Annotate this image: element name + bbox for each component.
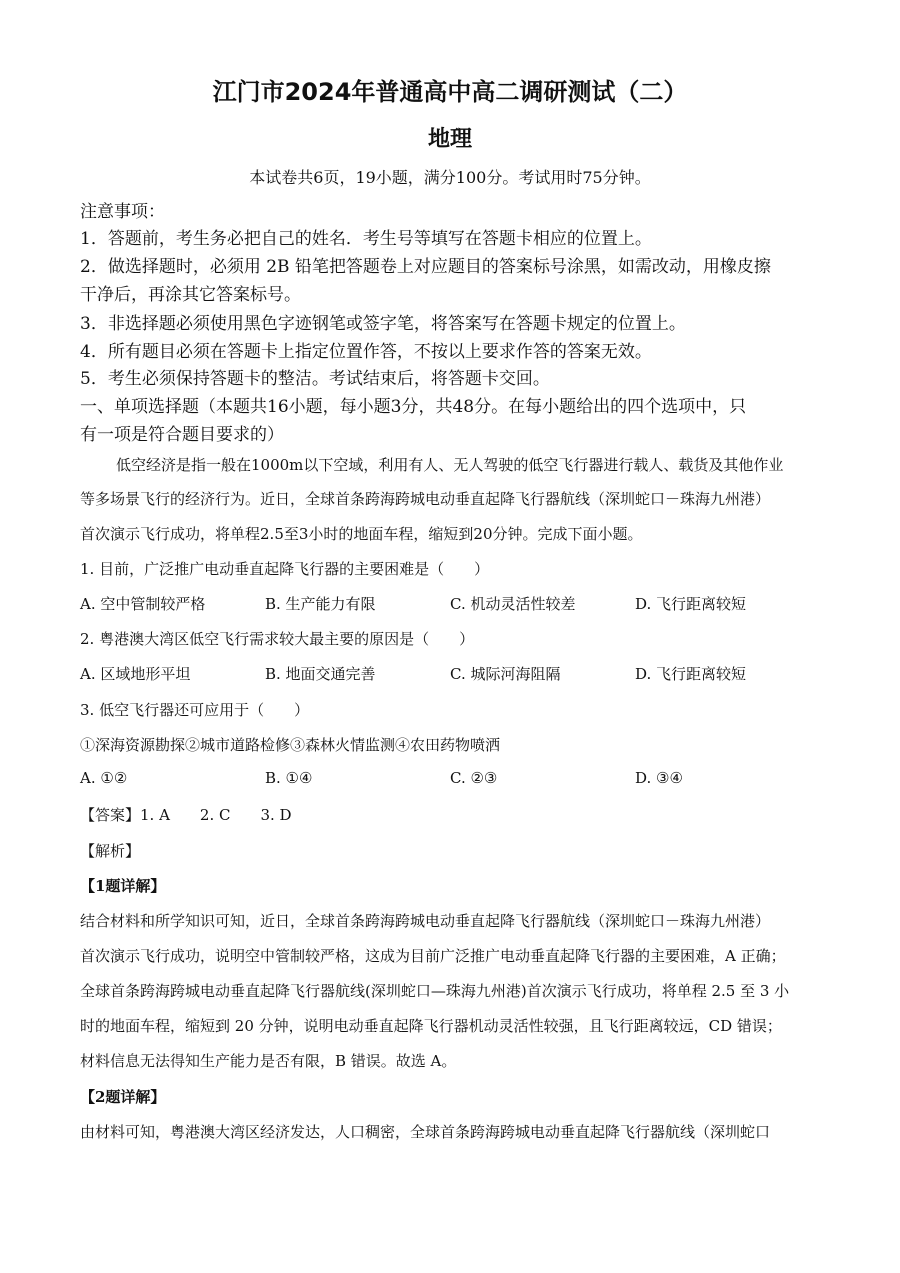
passage-line: 低空经济是指一般在1000m以下空域，利用有人、无人驾驶的低空飞行器进行载人、载货及其他作业 (116, 456, 784, 474)
note-item: 4．所有题目必须在答题卡上指定位置作答，不按以上要求作答的答案无效。 (80, 342, 652, 362)
option-c: C. 机动灵活性较差 (450, 595, 576, 613)
option-c: C. 城际河海阻隔 (450, 665, 561, 683)
option-a: A. 区域地形平坦 (80, 665, 191, 683)
option-d: D. 飞行距离较短 (635, 595, 747, 613)
analysis-text: 全球首条跨海跨城电动垂直起降飞行器航线(深圳蛇口—珠海九州港)首次演示飞行成功，将单程 2.5 至 3 小 (80, 982, 790, 1000)
option-c: C. ②③ (450, 769, 498, 787)
option-d: D. ③④ (635, 769, 683, 787)
option-a: A. 空中管制较严格 (80, 595, 206, 613)
analysis-text: 由材料可知，粤港澳大湾区经济发达，人口稠密，全球首条跨海跨城电动垂直起降飞行器航线（深圳蛇口 (80, 1123, 771, 1141)
option-b: B. 生产能力有限 (265, 595, 376, 613)
section-heading-continued: 有一项是符合题目要求的） (80, 425, 284, 445)
question-stem: 1. 目前，广泛推广电动垂直起降飞行器的主要困难是（ ） (80, 560, 490, 578)
question-stem: 3. 低空飞行器还可应用于（ ） (80, 701, 310, 719)
q1-analysis-label: 【1题详解】 (80, 877, 166, 895)
exam-title: 江门市2024年普通高中高二调研测试（二） (212, 78, 688, 106)
q2-analysis-label: 【2题详解】 (80, 1088, 166, 1106)
note-item: 5．考生必须保持答题卡的整洁。考试结束后，将答题卡交回。 (80, 369, 550, 389)
analysis-text: 结合材料和所学知识可知，近日，全球首条跨海跨城电动垂直起降飞行器航线（深圳蛇口－珠海九州港） (80, 912, 771, 930)
option-d: D. 飞行距离较短 (635, 665, 747, 683)
note-item-continued: 干净后，再涂其它答案标号。 (80, 285, 301, 305)
option-a: A. ①② (80, 769, 128, 787)
analysis-label: 【解析】 (80, 842, 141, 860)
analysis-text: 首次演示飞行成功，说明空中管制较严格，这成为目前广泛推广电动垂直起降飞行器的主要困难，A 正确； (80, 947, 786, 965)
answer-line: 【答案】1. A 2. C 3. D (80, 806, 292, 824)
note-item: 1．答题前，考生务必把自己的姓名．考生号等填写在答题卡相应的位置上。 (80, 229, 652, 249)
note-item: 2．做选择题时，必须用 2B 铅笔把答题卷上对应题目的答案标号涂黑，如需改动，用橡皮擦 (80, 257, 771, 277)
passage-line: 首次演示飞行成功，将单程2.5至3小时的地面车程，缩短到20分钟。完成下面小题。 (80, 525, 643, 543)
question-stem: 2. 粤港澳大湾区低空飞行需求较大最主要的原因是（ ） (80, 630, 475, 648)
exam-info: 本试卷共6页，19小题，满分100分。考试用时75分钟。 (249, 168, 651, 187)
option-b: B. ①④ (265, 769, 313, 787)
note-item: 3．非选择题必须使用黑色字迹钢笔或签字笔，将答案写在答题卡规定的位置上。 (80, 314, 686, 334)
section-heading: 一、单项选择题（本题共16小题，每小题3分，共48分。在每小题给出的四个选项中，只 (80, 397, 747, 417)
analysis-text: 材料信息无法得知生产能力是否有限，B 错误。故选 A。 (80, 1052, 457, 1070)
passage-line: 等多场景飞行的经济行为。近日，全球首条跨海跨城电动垂直起降飞行器航线（深圳蛇口－珠海九州港） (80, 490, 771, 508)
question-choices-list: ①深海资源勘探②城市道路检修③森林火情监测④农田药物喷洒 (80, 736, 501, 754)
notes-heading: 注意事项： (80, 202, 165, 222)
subject-title: 地理 (427, 127, 472, 152)
analysis-text: 时的地面车程，缩短到 20 分钟，说明电动垂直起降飞行器机动灵活性较强，且飞行距离较远，CD 错误； (80, 1017, 782, 1035)
option-b: B. 地面交通完善 (265, 665, 376, 683)
